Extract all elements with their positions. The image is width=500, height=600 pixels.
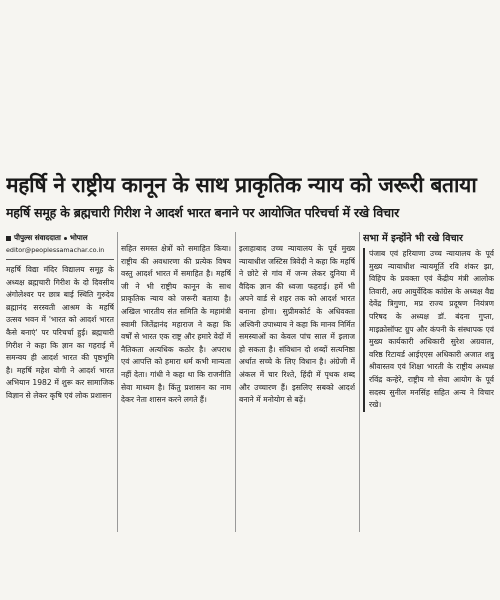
dateline: भोपाल [69,233,88,242]
column-rule [117,232,118,532]
box-text: पंजाब एवं हरियाणा उच्च न्यायालय के पूर्व मुख्य न्यायाधीश न्यायमूर्ति रवि शंकर झा, विहिप के प्रवक्ता एवं केंद्रीय मंत्री आलोक तिवारी, अग्र आयुर्वेदिक कांग्रेस के अध्यक्ष वैद्य देवेंद्र त्रिगुणा, मप्र राज्य प्रदूषण नियंत्रण परिषद के अध्यक्ष डॉ. बंदना गुप्ता, माइक्रोसॉफ्ट ग्रुप और कंपनी के संस्थापक एवं मुख्य कार्यकारी अधिकारी सुरेश अग्रवाल, वरिष्ठ रिटायर्ड आईएएस अधिकारी अजात शत्रु श्रीवास्तव एवं शिक्षा भारती के राष्ट्रीय अध्यक्ष रविंद्र कन्हेरे, राष्ट्रीय गो सेवा आयोग के पूर्व सदस्य सुनील मनसिंह सहित अन्य ने विचार रखे। [363,248,494,412]
headline: महर्षि ने राष्ट्रीय कानून के साथ प्राकृतिक न्याय को जरूरी बताया [6,173,477,197]
column-text: इलाहाबाद उच्च न्यायालय के पूर्व मुख्य न्यायाधीश जस्टिस त्रिवेदी ने कहा कि महर्षि ने छोटे से गांव में जन्म लेकर दुनिया में वैदिक ज्ञान की ध्वजा फहराई। हमें भी अपने वार्ड से शहर तक को आदर्श भारत बनाना होगा। सुप्रीमकोर्ट के अधिवक्ता अश्विनी उपाध्याय ने कहा कि मानव निर्मित समस्याओं का केवल पांच साल में इलाज हो सकता है। संविधान दो शब्दों सत्यनिष्ठा अर्थात सच्चे के लिए विधान है। अंग्रेजी में अंकल में चार रिश्ते, हिंदी में पृथक शब्द और उच्चारण हैं। इसलिए सबको आदर्श बनाने में मनोयोग से बढ़ें। [239,244,355,405]
reporter-name: पीपुल्स संवाददाता [14,233,61,242]
article-column-3 [239,243,355,563]
bullet-icon [6,236,11,241]
byline-divider [6,259,114,260]
column-text: महर्षि विद्या मंदिर विद्यालय समूह के अध्यक्ष ब्रह्मचारी गिरीश के दो दिवसीय अंगोलेश्वर पर छात्र बाई स्थिति गुरुदेव ब्रह्मानंद सरस्वती आश्रम के महर्षि उत्सव भवन में 'भारत को आदर्श भारत कैसे बनाएं' पर परिचर्चा हुई। ब्रह्मचारी गिरीश ने कहा कि ज्ञान का गहराई में समन्वय ही आदर्श भारत की पृष्ठभूमि है। महर्षि महेश योगी ने आदर्श भारत अभियान 1982 में शुरू कर सामाजिक विज्ञान से लेकर कृषि एवं लोक प्रशासन [6,265,114,400]
column-rule [359,232,360,532]
dot-separator-icon [64,237,67,240]
column-rule [235,232,236,532]
subheadline: महर्षि समूह के ब्रह्मचारी गिरीश ने आदर्श भारत बनाने पर आयोजित परिचर्चा में रखे विचार [6,205,399,220]
column-text: सहित समस्त क्षेत्रों को समाहित किया। राष्ट्रीय की अवधारणा की प्रत्येक विषय वस्तु आदर्श भारत में समाहित है। महर्षि जी ने भी राष्ट्रीय कानून के साथ प्राकृतिक न्याय को जरूरी बताया है। अखिल भारतीय संत समिति के महामंत्री स्वामी जितेंद्रानंद महाराज ने कहा कि वर्षों से भारत एक राष्ट्र और हमारे वेदों में नैतिकता अत्यधिक कठोर है। अपराध एवं आपत्ति को हमारा धर्म कभी मान्यता नहीं देता। गांधी ने कहा था कि राजनीति सेवा माध्यम है। किंतु प्रशासन का नाम देकर नेता शासन करने लगते हैं। [121,244,231,405]
box-heading: सभा में इन्होंने भी रखे विचार [363,233,463,244]
byline [6,232,114,244]
reporter-email: editor@peoplessamachar.co.in [6,246,105,254]
speakers-box [363,232,494,552]
article-column-1 [6,232,114,552]
article-column-2 [121,243,231,563]
